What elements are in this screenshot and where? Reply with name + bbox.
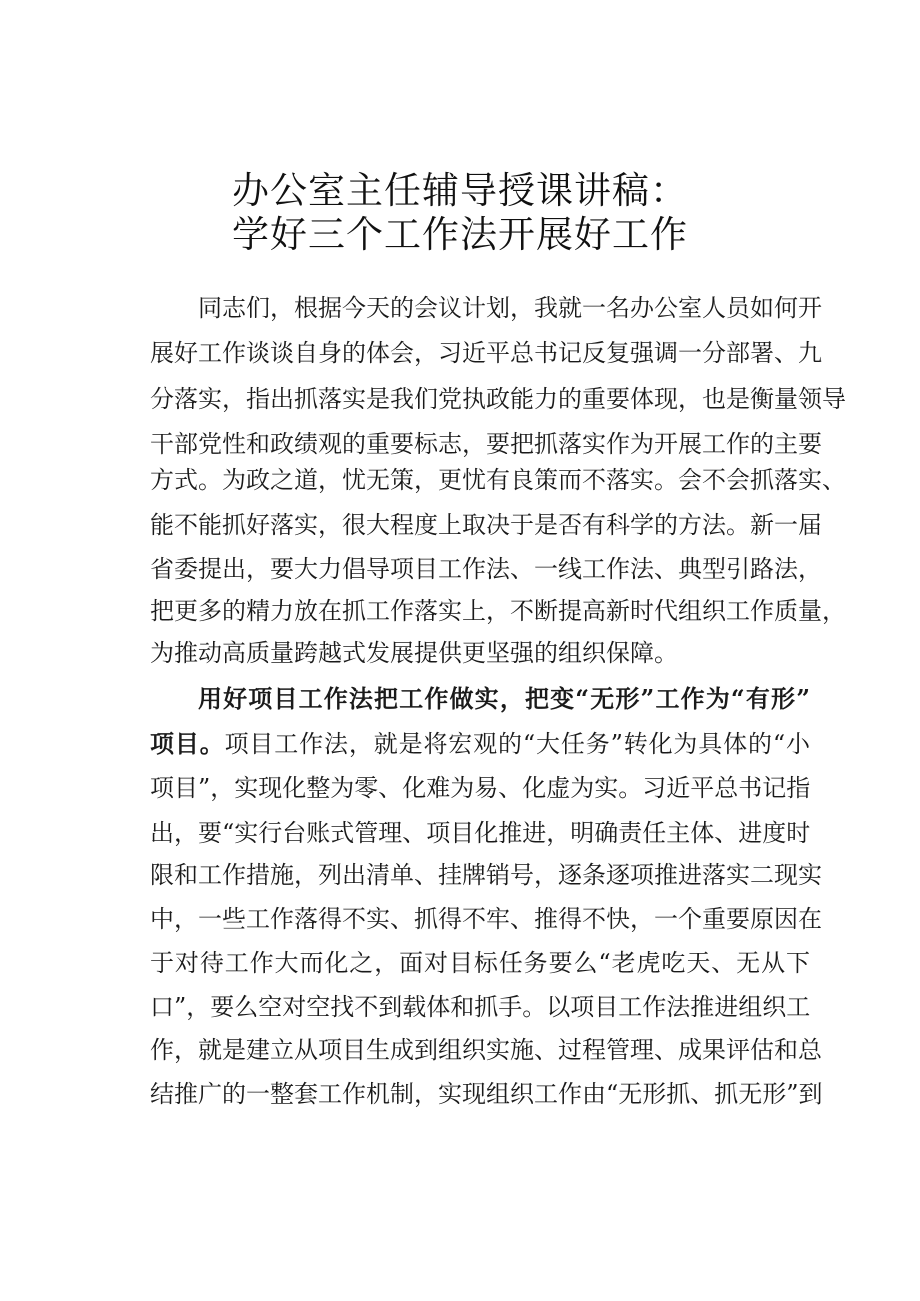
document-title-line-1: 办公室主任辅导授课讲稿： — [232, 169, 688, 212]
paragraph-1-line: 分落实，指出抓落实是我们党执政能力的重要体现，也是衡量领导 — [150, 385, 846, 413]
paragraph-2-line: 作，就是建立从项目生成到组织实施、过程管理、成果评估和总 — [150, 1036, 822, 1064]
paragraph-2-line: 中，一些工作落得不实、抓得不牢、推得不快，一个重要原因在 — [150, 905, 822, 933]
paragraph-2-line-rest: 项目工作法，就是将宏观的“大任务”转化为具体的“小 — [224, 730, 810, 758]
paragraph-2-line: 于对待工作大而化之，面对目标任务要么“老虎吃天、无从下 — [150, 949, 810, 977]
paragraph-1-line: 能不能抓好落实，很大程度上取决于是否有科学的方法。新一届 — [150, 511, 822, 539]
paragraph-2-line: 出，要“实行台账式管理、项目化推进，明确责任主体、进度时 — [150, 819, 811, 847]
paragraph-2-line-mixed — [150, 731, 810, 757]
paragraph-2-line: 口”，要么空对空找不到载体和抓手。以项目工作法推进组织工 — [150, 993, 811, 1021]
paragraph-1-line: 干部党性和政绩观的重要标志，要把抓落实作为开展工作的主要 — [150, 430, 822, 458]
paragraph-2-line: 限和工作措施，列出清单、挂牌销号，逐条逐项推进落实二现实 — [150, 861, 822, 889]
paragraph-2-heading-line: 用好项目工作法把工作做实，把变“无形”工作为“有形” — [198, 684, 810, 713]
paragraph-1-line: 为推动高质量跨越式发展提供更坚强的组织保障。 — [150, 639, 678, 667]
paragraph-1-line: 把更多的精力放在抓工作落实上，不断提高新时代组织工作质量， — [150, 597, 846, 625]
paragraph-1-line: 方式。为政之道，忧无策，更忧有良策而不落实。会不会抓落实、 — [150, 466, 846, 494]
paragraph-1-line: 展好工作谈谈自身的体会，习近平总书记反复强调一分部署、九 — [150, 339, 822, 367]
paragraph-2-line: 结推广的一整套工作机制，实现组织工作由“无形抓、抓无形”到 — [150, 1080, 823, 1108]
document-title-line-2: 学好三个工作法开展好工作 — [232, 213, 688, 256]
paragraph-2-line: 项目”，实现化整为零、化难为易、化虚为实。习近平总书记指 — [150, 774, 811, 802]
paragraph-1-line: 同志们，根据今天的会议计划，我就一名办公室人员如何开 — [198, 294, 822, 322]
paragraph-2-heading-end: 项目。 — [150, 729, 225, 758]
paragraph-1-line: 省委提出，要大力倡导项目工作法、一线工作法、典型引路法， — [150, 555, 822, 583]
